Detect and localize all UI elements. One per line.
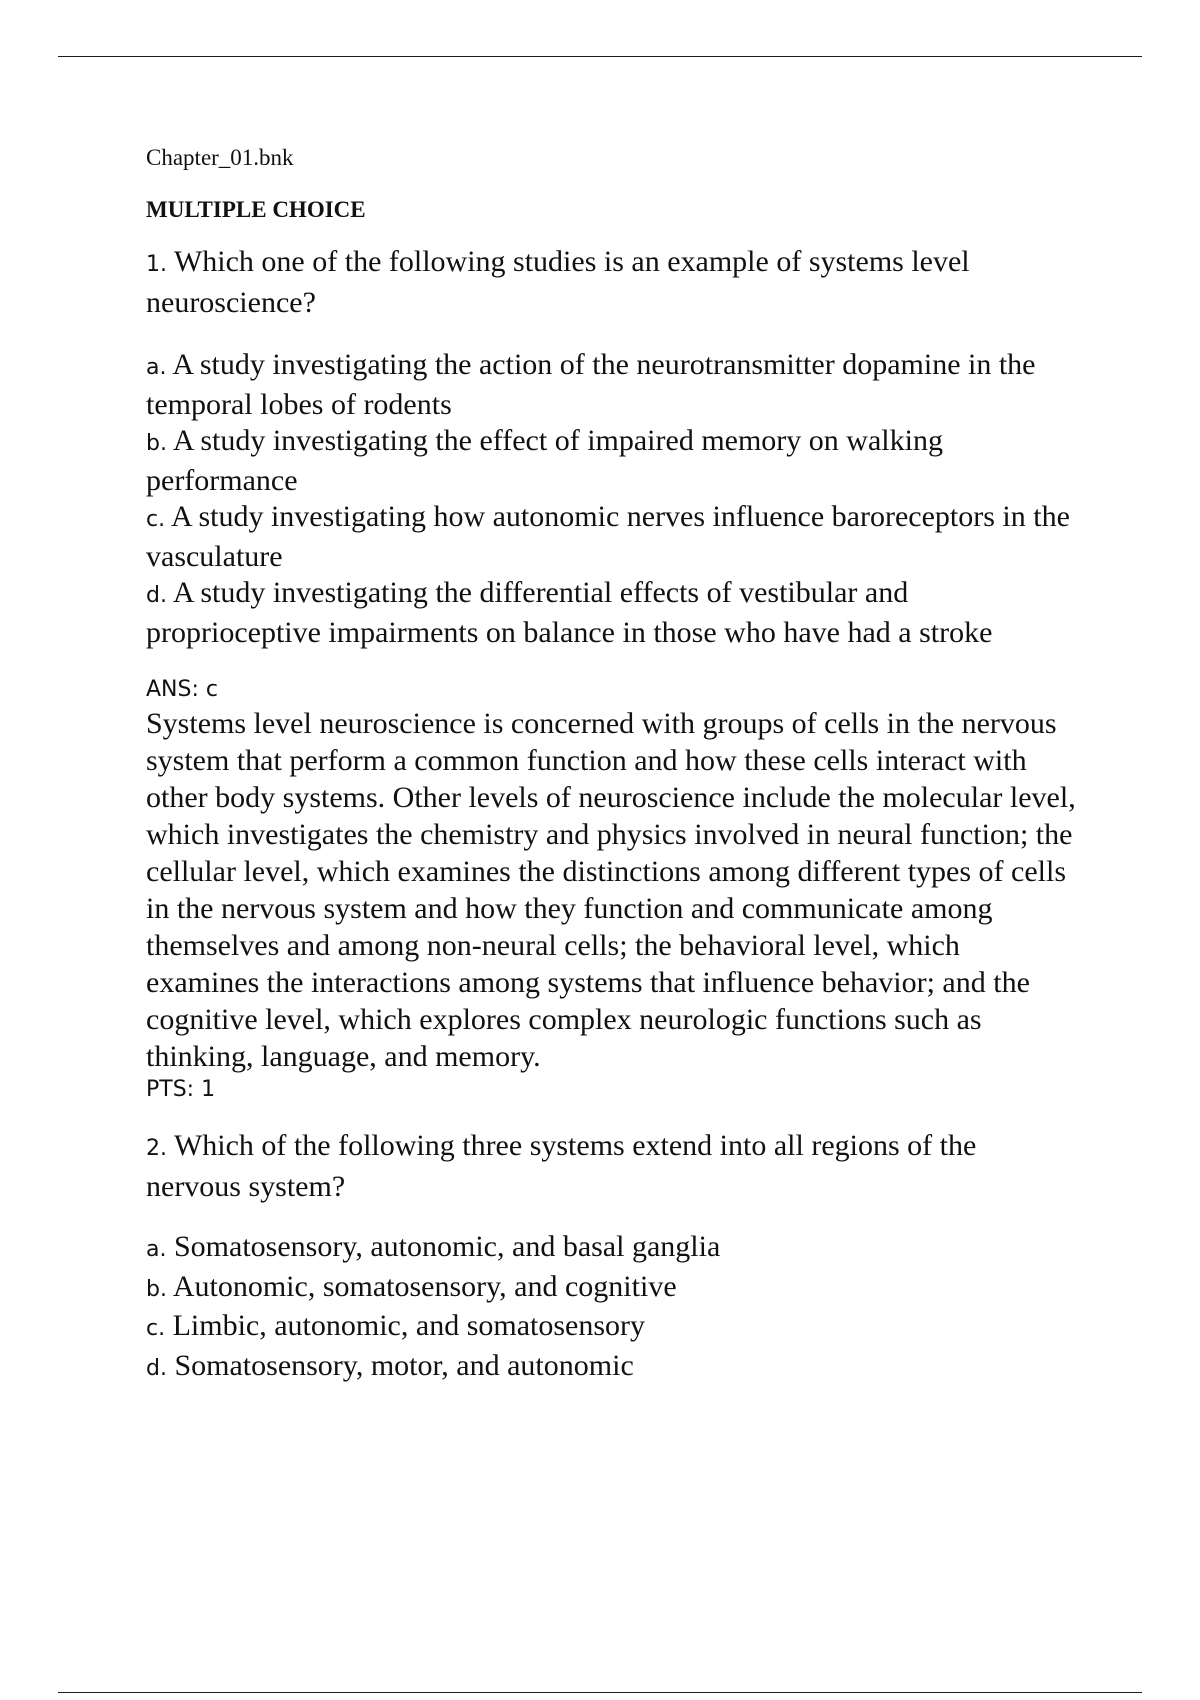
choice-text: A study investigating the action of the neurotransmitter dopamine in the temporal lobes of rodents bbox=[146, 348, 1036, 421]
section-heading: MULTIPLE CHOICE bbox=[146, 197, 366, 222]
choice-letter: d. bbox=[146, 1355, 167, 1381]
choice-text: Somatosensory, autonomic, and basal ganglia bbox=[173, 1230, 721, 1263]
question-stem bbox=[146, 1127, 1076, 1206]
choice-letter: c. bbox=[146, 507, 166, 532]
choice-d bbox=[146, 1348, 1076, 1388]
question-text: Which one of the following studies is an example of systems level neuroscience? bbox=[146, 245, 970, 319]
choice-text: A study investigating the effect of impaired memory on walking performance bbox=[146, 424, 943, 497]
choice-text: Limbic, autonomic, and somatosensory bbox=[172, 1309, 646, 1342]
choice-list bbox=[146, 1229, 1076, 1387]
choice-a bbox=[146, 1229, 1076, 1269]
choice-list bbox=[146, 347, 1076, 651]
choice-letter: b. bbox=[146, 1276, 167, 1302]
answer-rationale: Systems level neuroscience is concerned with groups of cells in the nervous system that perform a common function and how these cells interact with other body systems. Other levels of neuroscience include the molecular level, which investigates the chemistry and physics involved in neural function; the cellular level, which examines the distinctions among different types of cells in the nervous system and how they function and communicate among themselves and among non-neural cells; the behavioral level, which examines the interactions among systems that influence behavior; and the cognitive level, which explores complex neurologic functions such as thinking, language, and memory. bbox=[146, 707, 1076, 1073]
choice-b bbox=[146, 1269, 1076, 1309]
choice-letter: d. bbox=[146, 583, 167, 608]
choice-d bbox=[146, 575, 1076, 651]
question-stem bbox=[146, 243, 1076, 322]
answer-key: ANS: c bbox=[146, 677, 218, 702]
bottom-rule bbox=[58, 1692, 1142, 1693]
document-filename: Chapter_01.bnk bbox=[146, 145, 294, 170]
top-rule bbox=[58, 56, 1142, 57]
question-number: 2. bbox=[146, 1136, 167, 1161]
choice-c bbox=[146, 1308, 1076, 1348]
choice-letter: a. bbox=[146, 355, 167, 380]
choice-b bbox=[146, 423, 1076, 499]
choice-c bbox=[146, 499, 1076, 575]
question-2 bbox=[146, 1127, 1076, 1387]
choice-letter: b. bbox=[146, 431, 167, 456]
question-1 bbox=[146, 243, 1076, 1105]
choice-letter: c. bbox=[146, 1316, 166, 1341]
question-text: Which of the following three systems extend into all regions of the nervous system? bbox=[146, 1129, 977, 1203]
question-number: 1. bbox=[146, 252, 167, 277]
choice-text: Somatosensory, motor, and autonomic bbox=[174, 1348, 634, 1382]
choice-text: A study investigating the differential effects of vestibular and proprioceptive impairments on balance in those who have had a stroke bbox=[146, 576, 993, 649]
document-page bbox=[146, 143, 1076, 1411]
choice-a bbox=[146, 347, 1076, 423]
choice-letter: a. bbox=[146, 1237, 167, 1262]
choice-text: A study investigating how autonomic nerves influence baroreceptors in the vasculature bbox=[146, 500, 1070, 573]
choice-text: Autonomic, somatosensory, and cognitive bbox=[172, 1269, 677, 1303]
points-value: PTS: 1 bbox=[146, 1077, 216, 1102]
